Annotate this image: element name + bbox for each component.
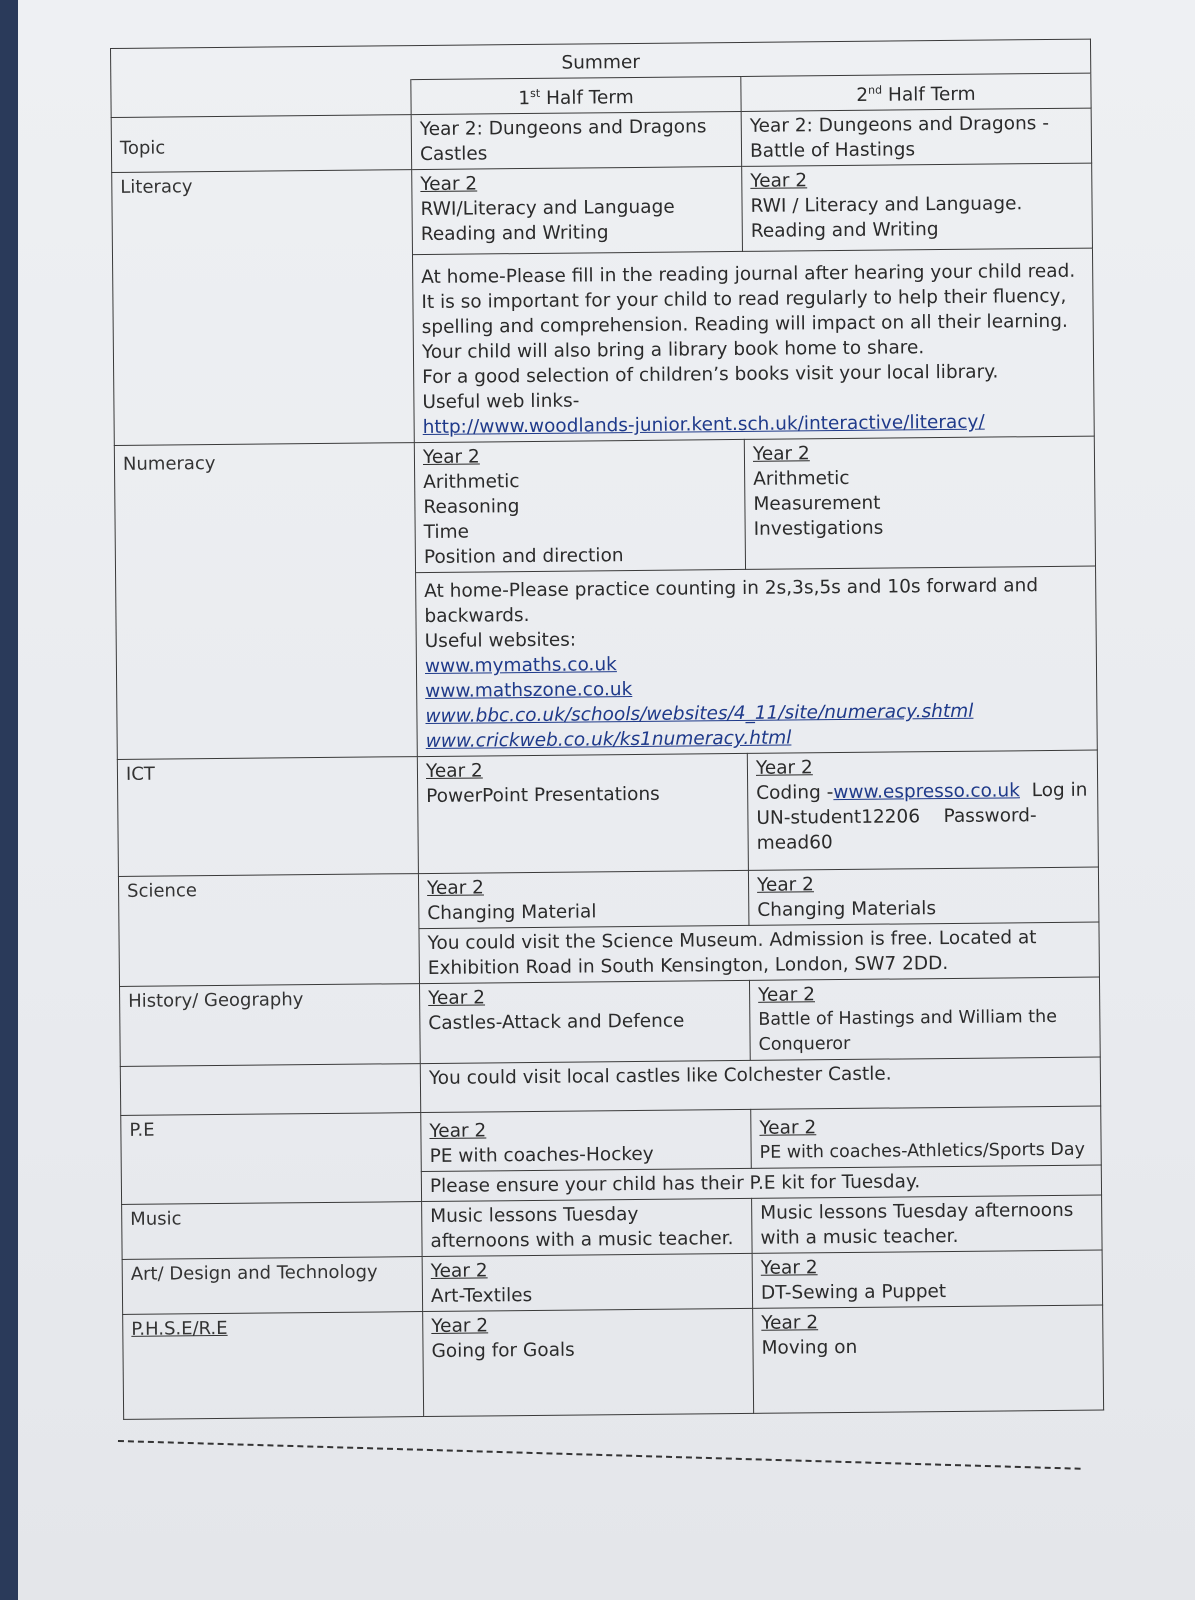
literacy-term2: Year 2 RWI / Literacy and Language. Reading and Writing [742, 163, 1093, 251]
crickweb-link[interactable]: www.crickweb.co.uk/ks1numeracy.html [425, 727, 792, 753]
literacy-home-note: At home-Please fill in the reading journal after hearing your child read. It is so important for your child to read regularly to help their fluency, spelling and comprehension. Reading will impact on all their learning. Your child will also bring a library book home to share. For a good selection of children’s books visit your local library. Useful web links- http://www.woodlands-junior.kent.sch.uk/interactive/literacy/ [412, 248, 1094, 443]
pe-term1: Year 2 PE with coaches-Hockey [421, 1110, 752, 1172]
history-note-blank [120, 1064, 420, 1116]
paper-sheet [18, 0, 1195, 1600]
header-blank-cell [111, 80, 411, 118]
art-row [122, 1250, 1102, 1314]
science-term2: Year 2 Changing Materials [748, 867, 1099, 925]
art-label: Art/ Design and Technology [122, 1257, 423, 1315]
phse-row [123, 1305, 1104, 1419]
numeracy-row [114, 436, 1095, 575]
numeracy-term2: Year 2 Arithmetic Measurement Investigations [744, 436, 1095, 569]
literacy-label: Literacy [112, 170, 415, 446]
ict-label: ICT [117, 757, 418, 877]
history-note: You could visit local castles like Colchester Castle. [420, 1057, 1100, 1113]
curriculum-table-wrapper [110, 39, 1103, 1421]
topic-term1: Year 2: Dungeons and Dragons Castles [411, 112, 742, 170]
numeracy-home-note: At home-Please practice counting in 2s,3s,5s and 10s forward and backwards. Useful websites: www.mymaths.co.uk www.mathszone.co.uk www.bbc.co.uk/schools/websites/4_11/site/numeracy.shtml www.crickweb.co.uk/ks1numeracy.html [416, 566, 1098, 757]
mathszone-link[interactable]: www.mathszone.co.uk [425, 679, 633, 703]
season-title: Summer [111, 39, 1091, 82]
pe-term2: Year 2 PE with coaches-Athletics/Sports Day [751, 1106, 1102, 1168]
topic-label: Topic [111, 115, 412, 173]
history-label: History/ Geography [120, 984, 421, 1067]
history-term2: Year 2 Battle of Hastings and William the Conqueror [749, 977, 1100, 1060]
pe-label: P.E [121, 1113, 422, 1205]
ict-term2: Year 2 Coding -www.espresso.co.uk Log in UN-student12206 Password- mead60 [747, 750, 1098, 870]
literacy-term1: Year 2 RWI/Literacy and Language Reading and Writing [412, 167, 743, 255]
pe-row [121, 1106, 1102, 1174]
ict-term1: Year 2 PowerPoint Presentations [417, 754, 748, 874]
curriculum-table [110, 39, 1104, 1421]
mymaths-link[interactable]: www.mymaths.co.uk [424, 654, 617, 678]
bbc-numeracy-link[interactable]: www.bbc.co.uk/schools/websites/4_11/site/numeracy.shtml [425, 700, 974, 728]
espresso-link[interactable]: www.espresso.co.uk [833, 780, 1020, 804]
pe-note: Please ensure your child has their P.E kit for Tuesday. [421, 1165, 1101, 1202]
science-label: Science [118, 874, 419, 987]
numeracy-label: Numeracy [114, 443, 417, 760]
music-row [122, 1195, 1102, 1259]
numeracy-term1: Year 2 Arithmetic Reasoning Time Position and direction [414, 440, 745, 573]
literacy-web-link[interactable]: http://www.woodlands-junior.kent.sch.uk/interactive/literacy/ [422, 411, 985, 439]
page-divider-line [118, 1440, 1081, 1470]
topic-term2: Year 2: Dungeons and Dragons - Battle of Hastings [741, 108, 1092, 166]
music-term1: Music lessons Tuesday afternoons with a music teacher. [422, 1199, 753, 1257]
term1-header: 1st Half Term [411, 76, 741, 114]
term2-header: 2nd Half Term [741, 73, 1091, 112]
science-row [118, 867, 1098, 931]
art-term2: Year 2 DT-Sewing a Puppet [752, 1250, 1103, 1308]
history-row [120, 977, 1101, 1066]
music-label: Music [122, 1202, 423, 1260]
art-term1: Year 2 Art-Textiles [422, 1254, 753, 1312]
music-term2: Music lessons Tuesday afternoons with a music teacher. [752, 1195, 1103, 1253]
science-note: You could visit the Science Museum. Admission is free. Located at Exhibition Road in South Kensington, London, SW7 2DD. [419, 922, 1100, 984]
topic-row [111, 108, 1091, 172]
phse-term1: Year 2 Going for Goals [423, 1309, 754, 1417]
ict-row [117, 750, 1098, 876]
literacy-row [112, 163, 1093, 257]
history-term1: Year 2 Castles-Attack and Defence [419, 981, 750, 1064]
phse-term2: Year 2 Moving on [753, 1305, 1104, 1413]
science-term1: Year 2 Changing Material [418, 871, 749, 929]
phse-label: P.H.S.E/R.E [123, 1312, 424, 1420]
